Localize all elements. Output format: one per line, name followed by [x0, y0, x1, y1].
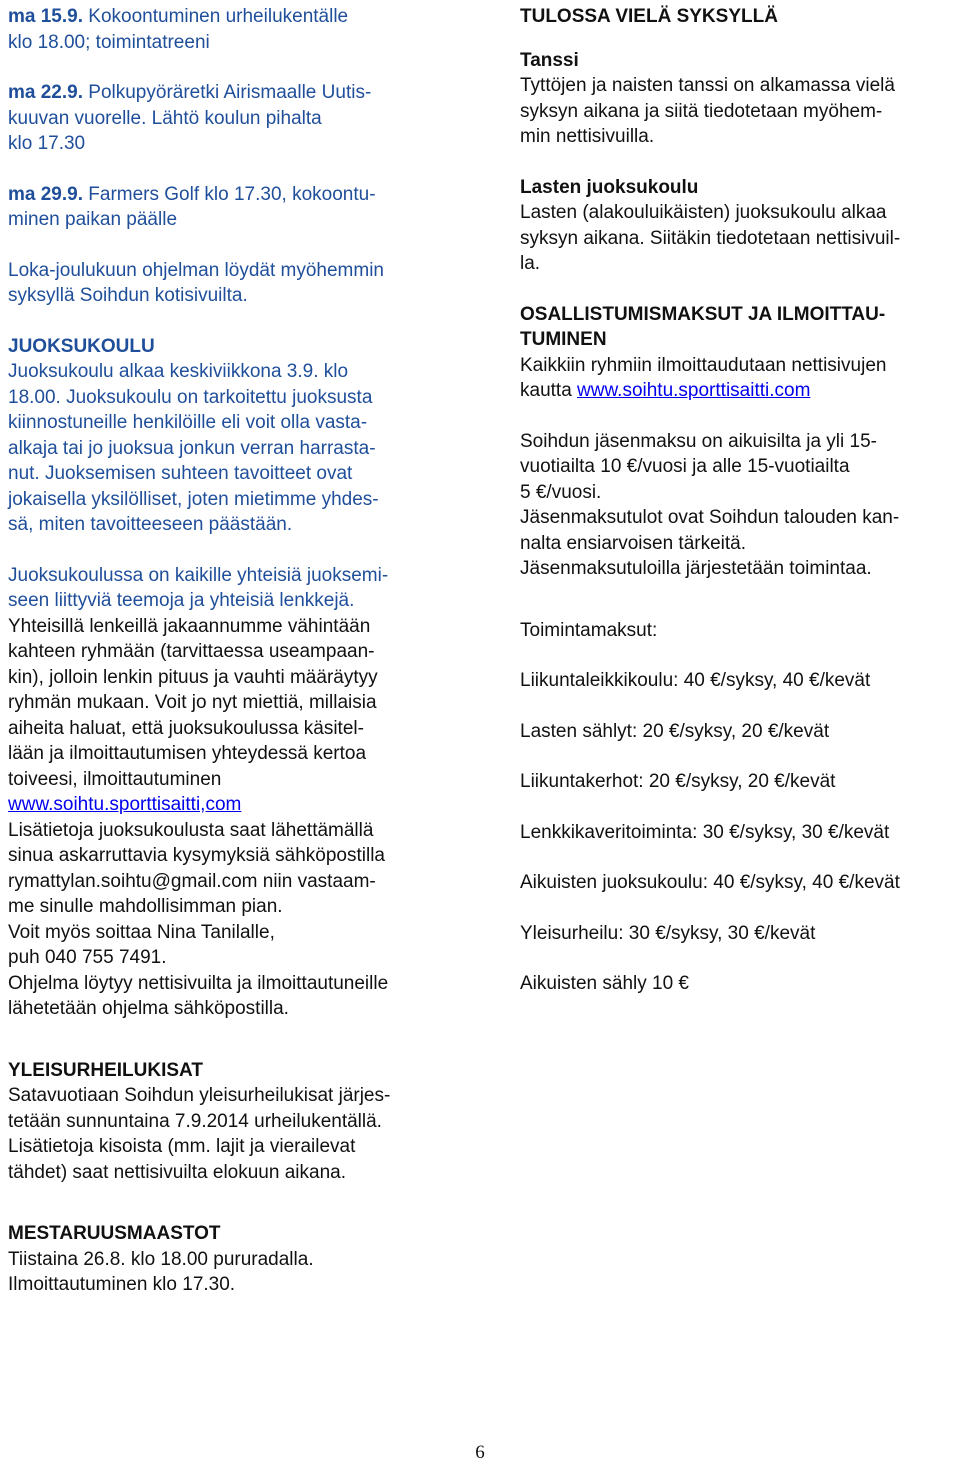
paragraph-line: lähetetään ohjelma sähköpostilla. [8, 998, 289, 1019]
paragraph-line: Tyttöjen ja naisten tanssi on alkamassa vielä [520, 75, 895, 96]
subheading-tanssi: Tanssi [520, 49, 579, 71]
section-heading-juoksukoulu: JUOKSUKOULU [8, 335, 155, 357]
paragraph-line: ryhmän mukaan. Voit jo nyt miettiä, millaisia [8, 692, 377, 713]
paragraph-line: kin), jolloin lenkin pituus ja vauhti määräytyy [8, 666, 378, 688]
paragraph-line: Juoksukoulussa on kaikille yhteisiä juoksemi- [8, 564, 389, 586]
paragraph-line: Lisätietoja kisoista (mm. lajit ja vierailevat [8, 1136, 356, 1157]
event-line: minen paikan päälle [8, 209, 178, 230]
subheading-lasten-juoksukoulu: Lasten juoksukoulu [520, 176, 699, 198]
section-heading-mestaruusmaastot: MESTARUUSMAASTOT [8, 1223, 221, 1244]
paragraph-line: kahteen ryhmään (tarvittaessa useampaan- [8, 641, 375, 662]
paragraph-line: Yhteisillä lenkeillä jakaannumme vähintään [8, 615, 371, 637]
autumn-note: syksyllä Soihdun kotisivuilta. [8, 285, 248, 306]
paragraph-line: min nettisivuilla. [520, 126, 655, 147]
paragraph-line: rymattylan.soihtu@gmail.com niin vastaam- [8, 870, 376, 892]
paragraph-line: sinua askarruttavia kysymyksiä sähköpostilla [8, 845, 385, 866]
event-text: Farmers Golf klo 17.30, kokoontu- [88, 183, 376, 205]
paragraph-line: Tiistaina 26.8. klo 18.00 pururadalla. [8, 1248, 314, 1270]
paragraph-line: sä, miten tavoitteeseen päästään. [8, 514, 293, 535]
paragraph-line: puh 040 755 7491. [8, 947, 167, 968]
event-text: Kokoontuminen urheilukentälle [88, 6, 349, 27]
page-number: 6 [475, 1442, 485, 1463]
section-heading-tulossa: TULOSSA VIELÄ SYKSYLLÄ [520, 6, 778, 27]
paragraph-line [520, 378, 958, 404]
paragraph-line: 18.00. Juoksukoulu on tarkoitettu juoksusta [8, 386, 373, 408]
link-prefix: kautta [520, 380, 572, 401]
left-column [8, 4, 448, 1298]
event-line: klo 17.30 [8, 133, 86, 154]
paragraph-line: la. [520, 253, 541, 274]
paragraph-line: Voit myös soittaa Nina Tanilalle, [8, 921, 275, 943]
fee-item: Liikuntaleikkikoulu: 40 €/syksy, 40 €/kevät [520, 670, 871, 691]
paragraph-line: Ohjelma löytyy nettisivuilta ja ilmoittautuneille [8, 972, 389, 994]
paragraph-line: Lisätietoja juoksukoulusta saat lähettämällä [8, 819, 374, 841]
event-date: ma 22.9. [8, 82, 83, 103]
paragraph-line: aiheita haluat, että juoksukoulussa käsitel- [8, 717, 364, 739]
paragraph-line: syksyn aikana ja siitä tiedotetaan myöhem- [520, 100, 883, 122]
paragraph-line: syksyn aikana. Siitäkin tiedotetaan nettisivuil- [520, 227, 901, 249]
paragraph-line: Satavuotiaan Soihdun yleisurheilukisat järjes- [8, 1085, 391, 1106]
fee-item: Lenkkikaveritoiminta: 30 €/syksy, 30 €/kevät [520, 821, 890, 843]
fee-item: Aikuisten juoksukoulu: 40 €/syksy, 40 €/kevät [520, 872, 900, 893]
registration-link[interactable]: www.soihtu.sporttisaitti,com [8, 794, 242, 815]
section-heading-osallistumismaksut: OSALLISTUMISMAKSUT JA ILMOITTAU- [520, 303, 886, 325]
fee-list [520, 668, 958, 997]
fee-item: Liikuntakerhot: 20 €/syksy, 20 €/kevät [520, 771, 836, 792]
event-sept-22 [8, 80, 448, 106]
section-heading-yleisurheilukisat: YLEISURHEILUKISAT [8, 1059, 203, 1081]
event-sept-29 [8, 182, 448, 208]
registration-link[interactable]: www.soihtu.sporttisaitti.com [577, 380, 811, 401]
event-line: klo 18.00; toimintatreeni [8, 31, 210, 53]
paragraph-line: tähdet) saat nettisivuilta elokuun aikana. [8, 1161, 346, 1183]
paragraph-line: toiveesi, ilmoittautuminen [8, 768, 222, 790]
fee-item: Yleisurheilu: 30 €/syksy, 30 €/kevät [520, 922, 816, 944]
paragraph-line: Juoksukoulu alkaa keskiviikkona 3.9. klo [8, 361, 349, 382]
paragraph-line: Jäsenmaksutulot ovat Soihdun talouden kan- [520, 507, 900, 528]
paragraph-line: jokaisella yksilölliset, joten mietimme yhdes- [8, 488, 379, 510]
event-date: ma 15.9. [8, 6, 83, 27]
paragraph-line: alkaja tai jo juoksua jonkun verran harrasta- [8, 437, 376, 459]
paragraph-line: Soihdun jäsenmaksu on aikuisilta ja yli 15- [520, 430, 877, 452]
paragraph-line: seen liittyviä teemoja ja yhteisiä lenkkejä. [8, 590, 355, 611]
paragraph-line: tetään sunnuntaina 7.9.2014 urheilukentällä. [8, 1110, 382, 1132]
paragraph-line: nut. Juoksemisen suhteen tavoitteet ovat [8, 463, 353, 484]
paragraph-line: me sinulle mahdollisimman pian. [8, 896, 283, 917]
paragraph-line: 5 €/vuosi. [520, 481, 602, 503]
paragraph-line: Lasten (alakouluikäisten) juoksukoulu alkaa [520, 202, 887, 223]
right-column [520, 4, 958, 1022]
paragraph-line: Jäsenmaksutuloilla järjestetään toimintaa. [520, 558, 872, 579]
event-sept-15 [8, 4, 448, 30]
event-text: Polkupyöräretki Airismaalle Uutis- [88, 82, 372, 103]
section-heading-osallistumismaksut-cont: TUMINEN [520, 329, 607, 350]
subheading-toimintamaksut: Toimintamaksut: [520, 619, 658, 641]
paragraph-line: Ilmoittautuminen klo 17.30. [8, 1274, 236, 1295]
paragraph-line: nalta ensiarvoisen tärkeitä. [520, 532, 747, 554]
paragraph-line: lään ja ilmoittautumisen yhteydessä kertoa [8, 743, 367, 764]
fee-item: Aikuisten sähly 10 € [520, 973, 689, 994]
fee-item: Lasten sählyt: 20 €/syksy, 20 €/kevät [520, 720, 830, 742]
event-line: kuuvan vuorelle. Lähtö koulun pihalta [8, 107, 322, 129]
paragraph-line: kiinnostuneille henkilöille eli voit olla vasta- [8, 412, 368, 433]
autumn-note: Loka-joulukuun ohjelman löydät myöhemmin [8, 259, 384, 281]
paragraph-line: vuotiailta 10 €/vuosi ja alle 15-vuotiailta [520, 456, 850, 477]
paragraph-line: Kaikkiin ryhmiin ilmoittaudutaan nettisivujen [520, 354, 887, 376]
event-date: ma 29.9. [8, 183, 83, 205]
